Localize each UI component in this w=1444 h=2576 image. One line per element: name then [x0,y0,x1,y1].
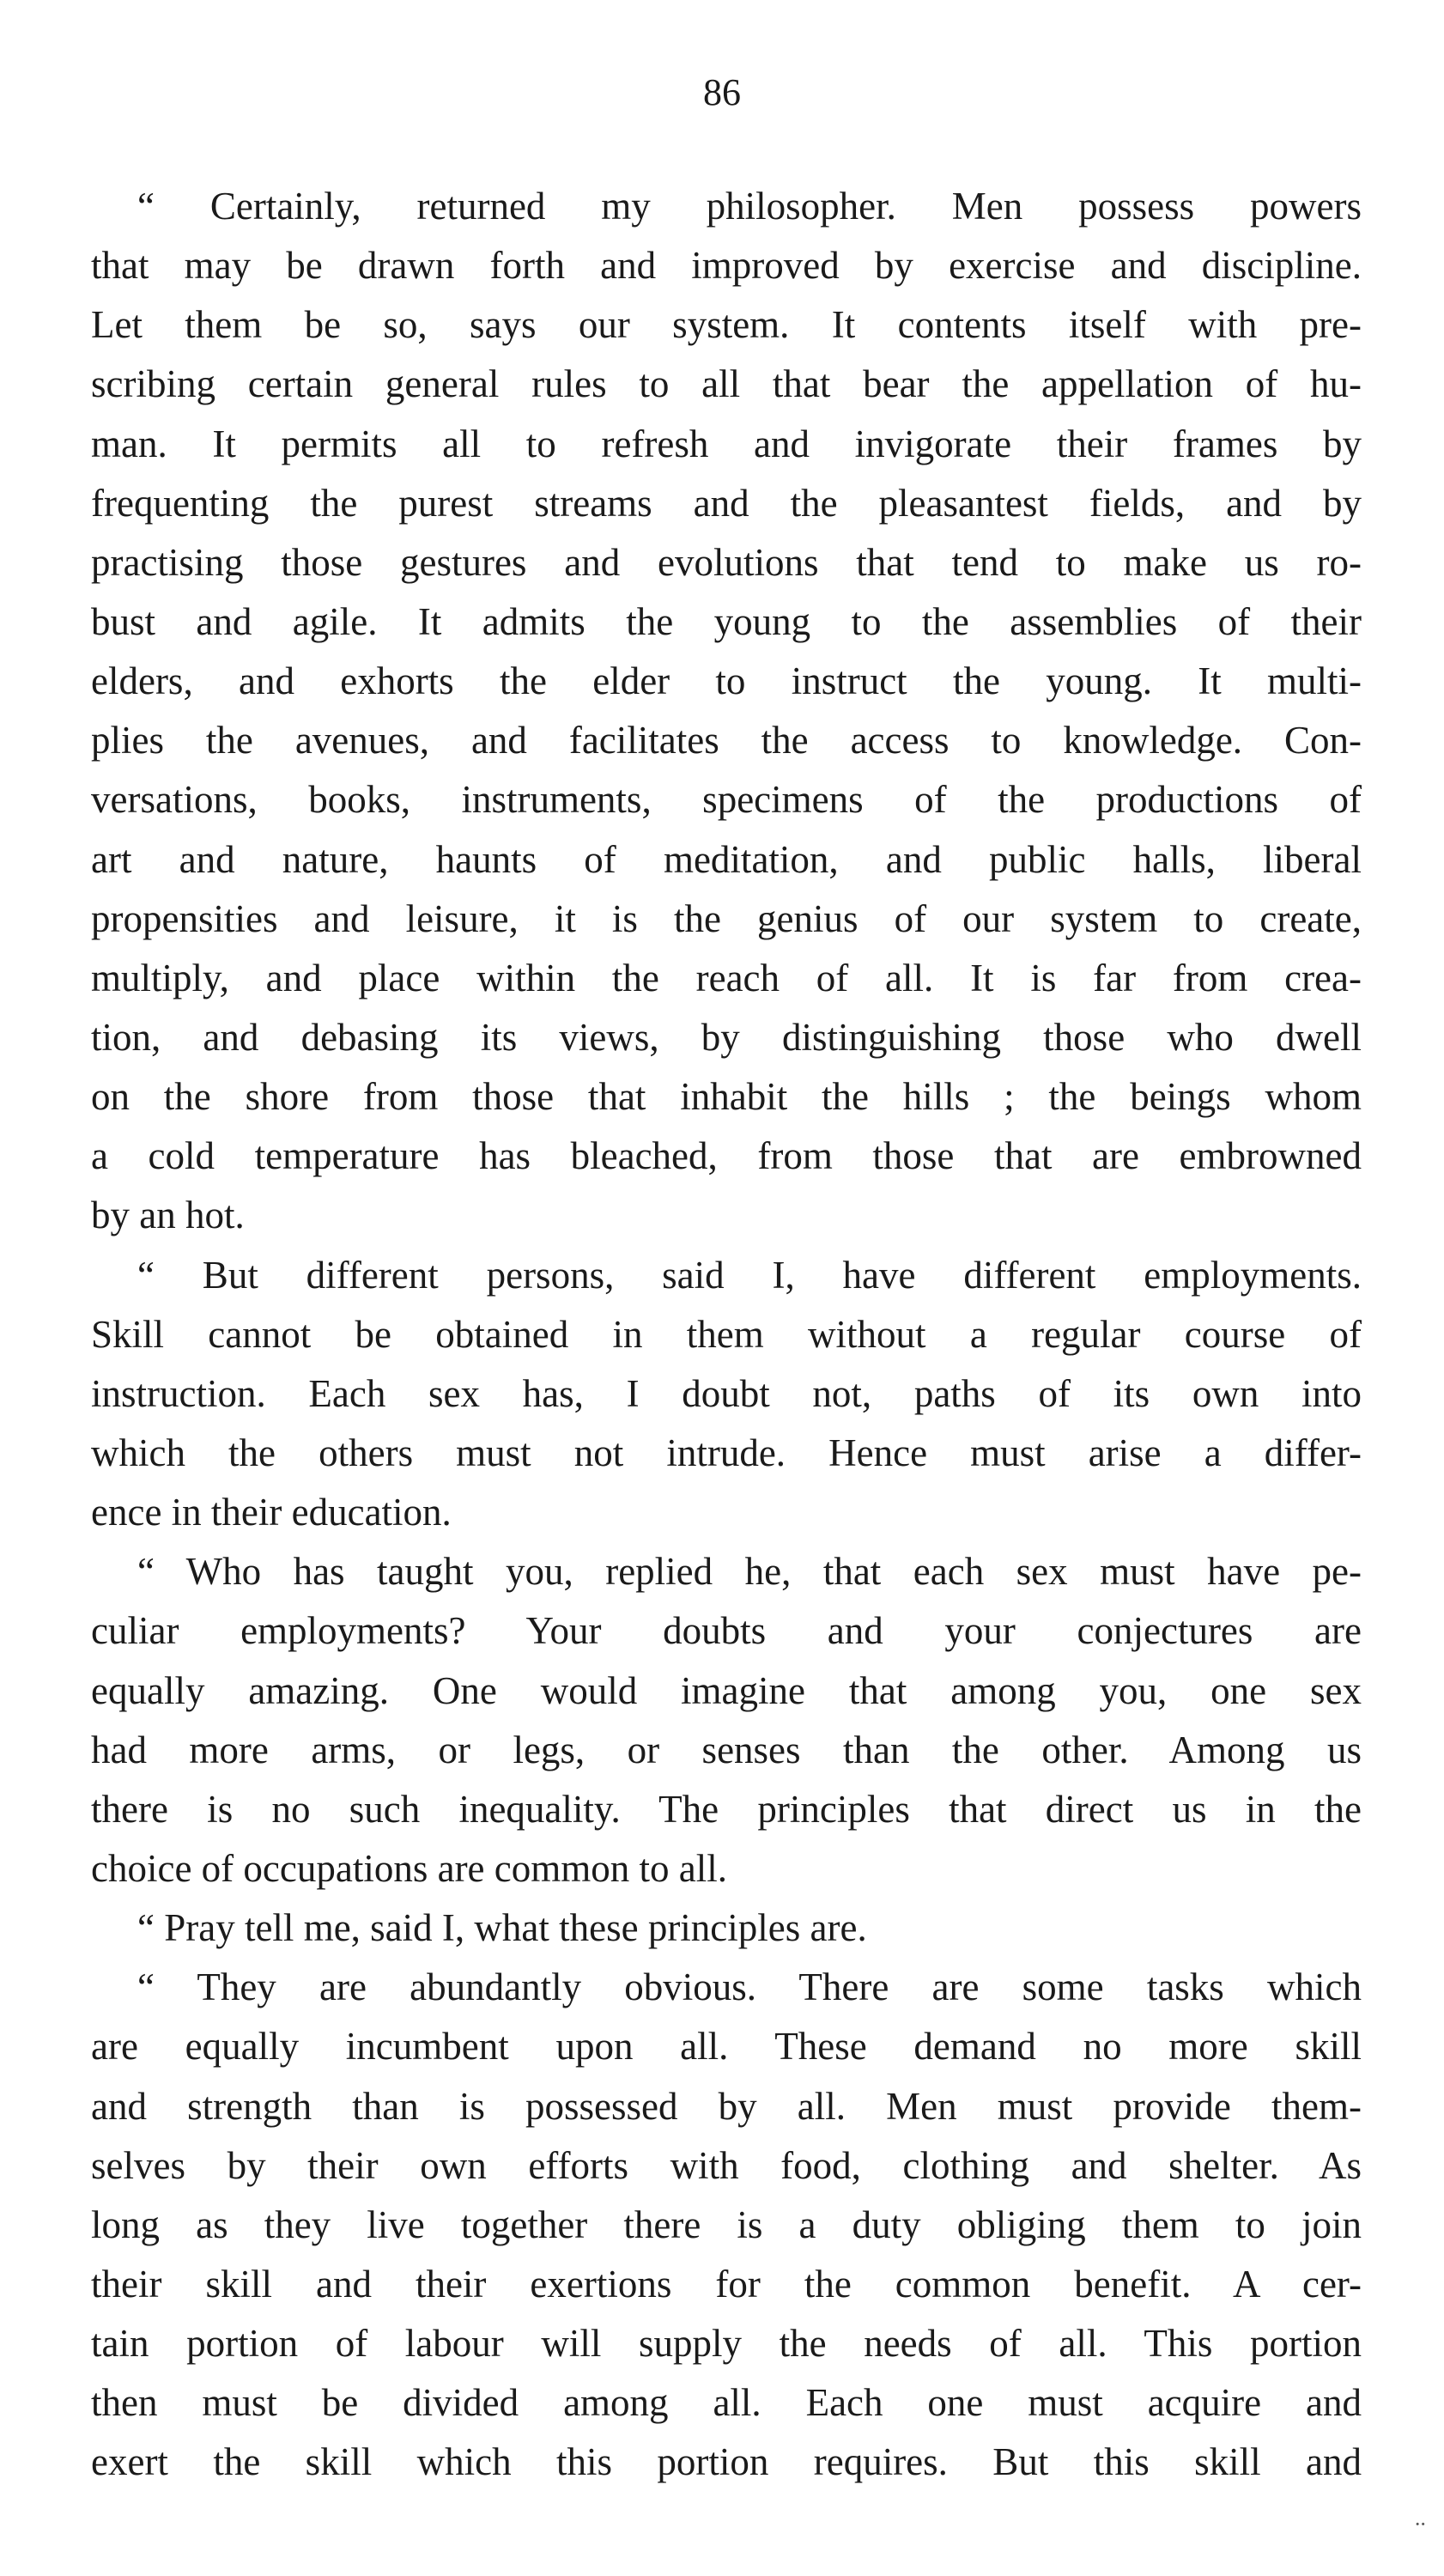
text-line: “ They are abundantly obvious. There are some tasks which [137,1965,1362,2009]
text-line: there is no such inequality. The principles that direct us in the [91,1787,1362,1831]
text-line: a cold temperature has bleached, from those that are embrowned [91,1134,1362,1178]
body-text [91,177,1362,2492]
text-line: “ But different persons, said I, have different employments. [137,1253,1362,1297]
text-line: elders, and exhorts the elder to instruct the young. It multi- [91,659,1362,703]
text-line: tain portion of labour will supply the needs of all. This portion [91,2322,1362,2366]
text-line: choice of occupations are common to all. [91,1846,727,1890]
text-line: art and nature, haunts of meditation, and public halls, liberal [91,837,1362,881]
text-line: selves by their own efforts with food, clothing and shelter. As [91,2143,1362,2187]
text-line: equally amazing. One would imagine that among you, one sex [91,1668,1362,1712]
text-line: plies the avenues, and facilitates the access to knowledge. Con- [91,719,1362,762]
text-line: scribing certain general rules to all that bear the appellation of hu- [91,362,1362,406]
text-line: are equally incumbent upon all. These demand no more skill [91,2025,1362,2069]
text-line: which the others must not intrude. Hence must arise a differ- [91,1431,1362,1474]
text-line: ence in their education. [91,1491,452,1534]
text-line: long as they live together there is a duty obliging them to join [91,2202,1362,2246]
text-line: had more arms, or legs, or senses than the other. Among us [91,1728,1362,1771]
text-line: and strength than is possessed by all. Men must provide them- [91,2084,1362,2128]
text-line: practising those gestures and evolutions that tend to make us ro- [91,540,1362,584]
text-line: culiar employments? Your doubts and your conjectures are [91,1609,1362,1653]
page-number: 86 [703,71,741,113]
text-line: multiply, and place within the reach of all. It is far from crea- [91,956,1362,999]
text-line: propensities and leisure, it is the genius of our system to create, [91,896,1362,940]
text-line: on the shore from those that inhabit the hills ; the beings whom [91,1075,1362,1119]
text-line: bust and agile. It admits the young to the assemblies of their [91,599,1362,643]
text-line: “ Certainly, returned my philosopher. Men possess powers [137,185,1362,228]
margin-mark: ∙∙ [1415,2512,1426,2537]
text-line: tion, and debasing its views, by distinguishing those who dwell [91,1015,1362,1059]
text-line: frequenting the purest streams and the pleasantest fields, and by [91,481,1362,525]
text-line: versations, books, instruments, specimens of the productions of [91,778,1362,822]
text-line: then must be divided among all. Each one must acquire and [91,2381,1362,2425]
text-line: “ Who has taught you, replied he, that each sex must have pe- [137,1550,1362,1594]
text-line: “ Pray tell me, said I, what these principles are. [137,1906,867,1950]
text-line: Skill cannot be obtained in them without a regular course of [91,1312,1362,1356]
text-line: man. It permits all to refresh and invigorate their frames by [91,422,1362,465]
text-line: exert the skill which this portion requires. But this skill and [91,2440,1362,2484]
text-line: Let them be so, says our system. It contents itself with pre- [91,303,1362,347]
text-line: by an hot. [91,1194,245,1237]
text-line: that may be drawn forth and improved by exercise and discipline. [91,244,1362,288]
text-line: instruction. Each sex has, I doubt not, paths of its own into [91,1371,1362,1415]
text-line: their skill and their exertions for the common benefit. A cer- [91,2262,1362,2306]
